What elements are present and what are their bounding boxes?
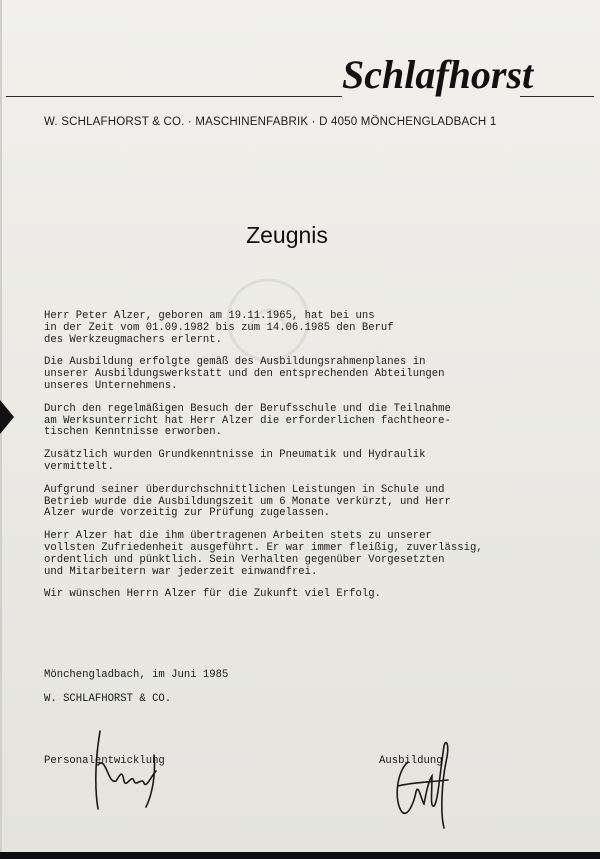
signature-left [86, 725, 176, 815]
signature-label-training: Ausbildung [379, 755, 443, 767]
paragraph-training: Die Ausbildung erfolgte gemäß des Ausbildungsrahmenplanes in unserer Ausbildungswerkstatt und den entsprechenden Abteilungen unseres Unternehmens. [44, 356, 445, 392]
place-and-date: Mönchengladbach, im Juni 1985 [44, 669, 229, 681]
logo-text: Schlafhorst [342, 52, 534, 97]
paragraph-closing-wish: Wir wünschen Herrn Alzer für die Zukunft viel Erfolg. [44, 588, 381, 601]
signature-label-hr: Personalentwicklung [44, 755, 165, 767]
paragraph-personal-data: Herr Peter Alzer, geboren am 19.11.1965, hat bei uns in der Zeit vom 01.09.1982 bis zum 14.06.1985 den Beruf des Werkzeugmachers erlernt. [44, 310, 394, 346]
document-title: Zeugnis [246, 222, 328, 248]
company-address-line: W. SCHLAFHORST & CO. · MASCHINENFABRIK · D 4050 MÖNCHENGLADBACH 1 [44, 116, 497, 128]
letterhead-rule-left [6, 96, 342, 97]
signature-right [388, 732, 458, 836]
schlafhorst-logo [334, 48, 534, 108]
paragraph-assessment: Herr Alzer hat die ihm übertragenen Arbeiten stets zu unserer vollsten Zufriedenheit ausgeführt. Er war immer fleißig, zuverlässig, ordentlich und pünktlich. Sein Verhalten gegenüber Vorgesetzten und Mitarbeitern war jederzeit einwandfrei. [44, 530, 483, 578]
scan-bottom-edge [0, 852, 600, 859]
company-signature-line: W. SCHLAFHORST & CO. [44, 693, 172, 705]
paragraph-additional-skills: Zusätzlich wurden Grundkenntnisse in Pneumatik und Hydraulik vermittelt. [44, 449, 426, 473]
punch-mark [0, 400, 14, 434]
certificate-body [44, 311, 564, 612]
paragraph-vocational-school: Durch den regelmäßigen Besuch der Berufsschule und die Teilnahme am Werksunterricht hat Herr Alzer die erforderlichen fachtheore- tischen Kenntnisse erworben. [44, 402, 451, 439]
paragraph-performance: Aufgrund seiner überdurchschnittlichen Leistungen in Schule und Betrieb wurde die Ausbildungszeit um 6 Monate verkürzt, und Herr Alzer wurde vorzeitig zur Prüfung zugelassen. [44, 483, 451, 520]
